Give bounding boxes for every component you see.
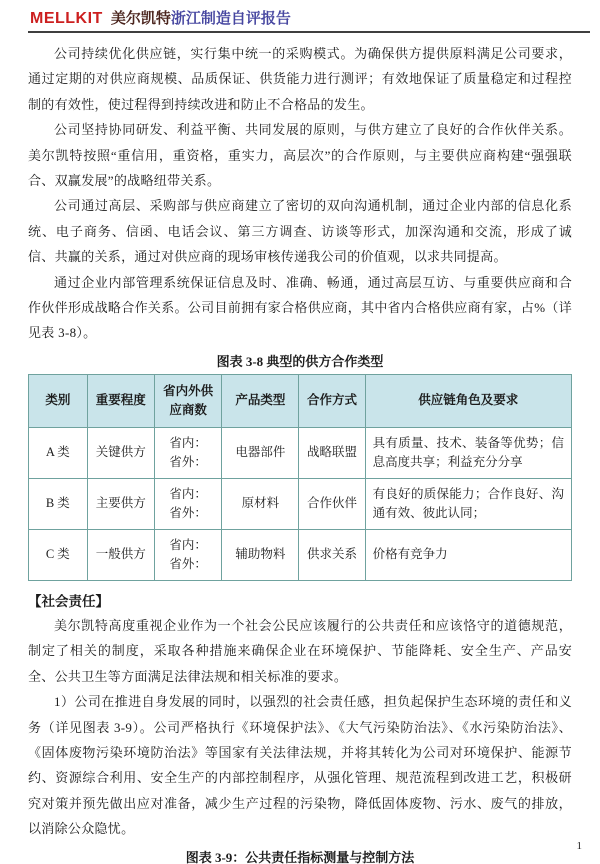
section-heading-social-responsibility: 【社会责任】 (28, 593, 109, 609)
paragraph-environment-laws: 1）公司在推进自身发展的同时，以强烈的社会责任感，担负起保护生态环境的责任和义务（详见图表 3-9）。公司严格执行《环境保护法》、《大气污染防治法》、《水污染防治法》、《固体废物污染环境防治法》等国家有关法律法规，并将其转化为公司对环境保护、能源节约、资源综合利用、安全生产的内部控制程序，从强化管理、规范流程到改进工艺，积极研究对策并预先做出应对准备，减少生产过程的污染物，降低固体废物、污水、废气的排放，以消除公众隐忧。 (28, 694, 572, 837)
col-header-cooperation-mode: 合作方式 (299, 374, 365, 427)
table-row-a (29, 427, 572, 478)
cell-product-type: 辅助物料 (222, 529, 299, 580)
document-title: 浙江制造自评报告 (170, 11, 291, 27)
table-3-8-title: 图表 3-8 典型的供方合作类型 (216, 353, 384, 369)
brand-logo: MELLKIT (30, 10, 103, 27)
province-outside-label: 省外： (169, 556, 207, 571)
paragraph-supply-chain: 公司持续优化供应链，实行集中统一的采购模式。为确保供方提供原料满足公司要求，通过定期的对供应商规模、品质保证、供货能力进行测评；有效地保证了质量稳定和过程控制的有效性，使过程得到持续改进和防止不合格品的发生。 (28, 46, 572, 112)
figure-3-9-caption: 图表 3-9：公共责任指标测量与控制方法 (185, 849, 415, 864)
table-row-b (29, 478, 572, 529)
cell-role-requirements: 具有质量、技术、装备等优势；信息高度共享；利益充分分享 (365, 427, 571, 478)
page-number: 1 (576, 840, 582, 852)
col-header-supplier-count: 省内外供应商数 (154, 374, 221, 427)
province-inside-label: 省内： (169, 537, 207, 552)
supplier-cooperation-table (28, 374, 572, 581)
paragraph-social-responsibility: 美尔凯特高度重视企业作为一个社会公民应该履行的公共责任和应该恪守的道德规范，制定了相关的制度，采取各种措施来确保企业在环境保护、节能降耗、安全生产、产品安全、公共卫生等方面满足法律法规和相关标准的要求。 (28, 617, 572, 684)
cell-role-requirements: 价格有竞争力 (365, 529, 571, 580)
cell-product-type: 原材料 (222, 478, 299, 529)
col-header-category: 类别 (29, 374, 88, 427)
page-header (28, 0, 590, 33)
table-row-c (29, 529, 572, 580)
col-header-product-type: 产品类型 (222, 374, 299, 427)
paragraph-cooperation-principle: 公司坚持协同研发、利益平衡、共同发展的原则，与供方建立了良好的合作伙伴关系。美尔凯特按照“重信用，重资格，重实力，高层次”的合作原则，与主要供应商构建“强强联合、双赢发展”的战略纽带关系。 (28, 122, 572, 189)
page-content (0, 33, 600, 864)
cell-cooperation-mode: 战略联盟 (299, 427, 365, 478)
cell-importance: 一般供方 (87, 529, 154, 580)
cell-category: C 类 (29, 529, 88, 580)
col-header-role-requirements: 供应链角色及要求 (365, 374, 571, 427)
province-inside-label: 省内： (169, 435, 207, 450)
cell-role-requirements: 有良好的质保能力；合作良好、沟通有效、彼此认同； (365, 478, 571, 529)
cell-province-counts (154, 529, 221, 580)
cell-importance: 关键供方 (87, 427, 154, 478)
paragraph-communication: 公司通过高层、采购部与供应商建立了密切的双向沟通机制，通过企业内部的信息化系统、电子商务、信函、电话会议、第三方调查、访谈等形式，加深沟通和交流，形成了诚信、共赢的关系，通过对供应商的现场审核传递我公司的价值观，以求共同提高。 (28, 198, 572, 265)
cell-cooperation-mode: 合作伙伴 (299, 478, 365, 529)
province-outside-label: 省外： (169, 454, 207, 469)
province-outside-label: 省外： (169, 505, 207, 520)
cell-importance: 主要供方 (87, 478, 154, 529)
cell-category: B 类 (29, 478, 88, 529)
cell-province-counts (154, 478, 221, 529)
paragraph-supplier-count: 通过企业内部管理系统保证信息及时、准确、畅通，通过高层互访、与重要供应商和合作伙伴形成战略合作关系。公司目前拥有家合格供应商，其中省内合格供应商有家，占%（详见表 3-8）。 (28, 274, 572, 341)
table-header-row (29, 374, 572, 427)
company-name: 美尔凯特 (110, 11, 171, 27)
cell-product-type: 电器部件 (222, 427, 299, 478)
province-inside-label: 省内： (169, 486, 207, 501)
cell-province-counts (154, 427, 221, 478)
cell-cooperation-mode: 供求关系 (299, 529, 365, 580)
col-header-importance: 重要程度 (87, 374, 154, 427)
cell-category: A 类 (29, 427, 88, 478)
